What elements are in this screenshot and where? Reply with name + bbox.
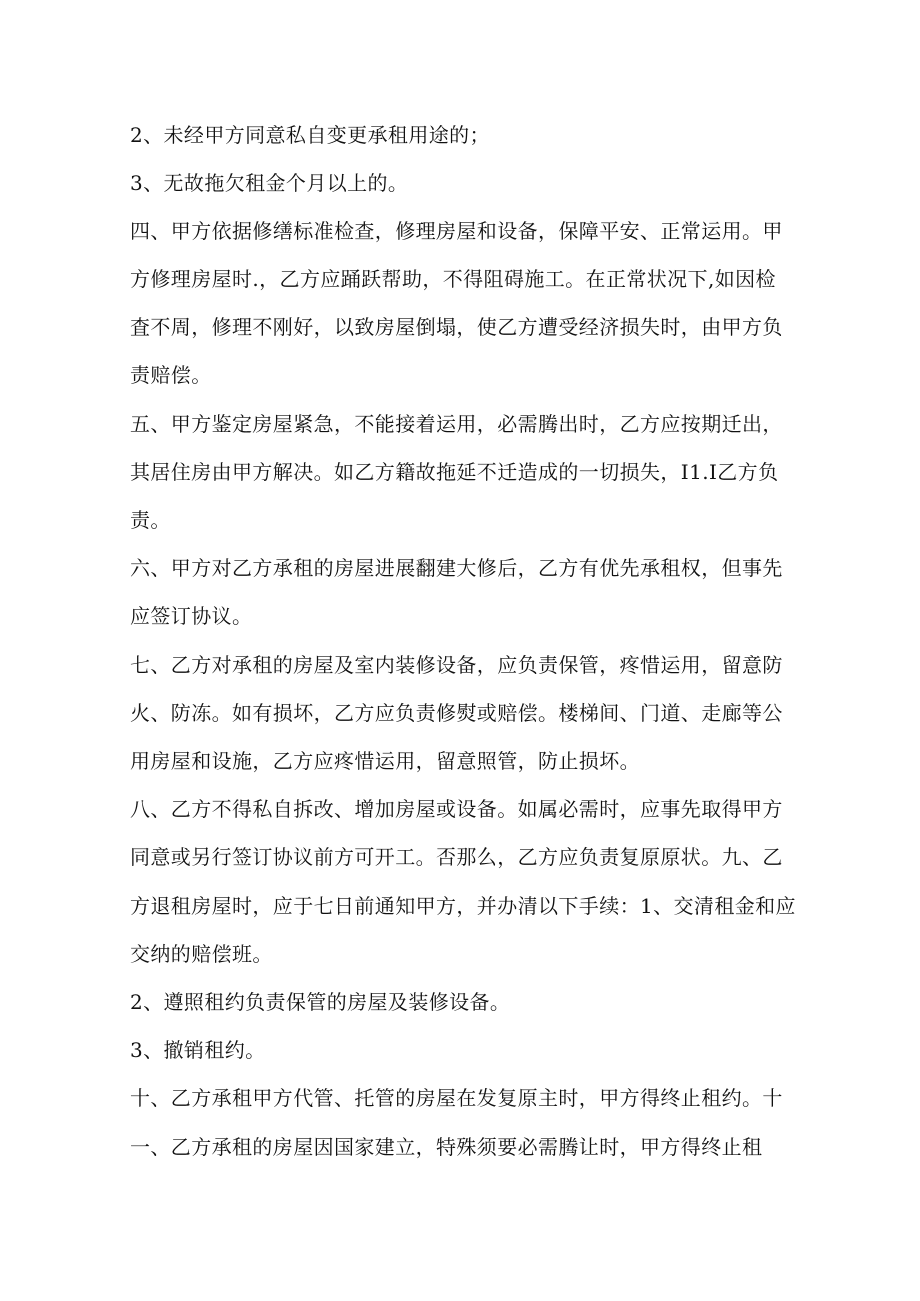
text-line: 其居住房由甲方解决。如乙方籍故拖延不迁造成的一切损失，I1.I乙方负 bbox=[130, 460, 779, 484]
text-line: 2、未经甲方同意私自变更承租用途的； bbox=[130, 123, 490, 147]
text-line: 八、乙方不得私自拆改、增加房屋或设备。如属必需时，应事先取得甲方 bbox=[130, 797, 783, 821]
text-line: 七、乙方对承租的房屋及室内装修设备，应负责保管，疼惜运用，留意防 bbox=[130, 653, 783, 677]
text-line: 2、遵照租约负责保管的房屋及装修设备。 bbox=[130, 990, 511, 1014]
text-line: 应签订协议。 bbox=[130, 604, 253, 628]
text-line: 火、防冻。如有损坏，乙方应负责修熨或赔偿。楼梯间、门道、走廊等公 bbox=[130, 701, 783, 725]
text-line: 十、乙方承租甲方代管、托管的房屋在发复原主时，甲方得终止租约。十 bbox=[130, 1086, 783, 1110]
text-line: 责赔偿。 bbox=[130, 363, 212, 387]
text-line: 用房屋和设施，乙方应疼惜运用，留意照管，防止损坏。 bbox=[130, 749, 640, 773]
text-line: 六、甲方对乙方承租的房屋进展翻建大修后，乙方有优先承租权，但事先 bbox=[130, 556, 783, 580]
text-line: 四、甲方依据修缮标准检查，修理房屋和设备，保障平安、正常运用。甲 bbox=[130, 219, 783, 243]
text-line: 方退租房屋时，应于七日前通知甲方，并办清以下手续：1、交清租金和应 bbox=[130, 894, 796, 918]
text-line: 责。 bbox=[130, 508, 171, 532]
text-line: 交纳的赔偿班。 bbox=[130, 942, 273, 966]
text-line: 五、甲方鉴定房屋紧急，不能接着运用，必需腾出时，乙方应按期迁出， bbox=[130, 412, 783, 436]
text-line: 3、撤销租约。 bbox=[130, 1038, 266, 1062]
text-line: 方修理房屋时.，乙方应踊跃帮助，不得阻碍施工。在正常状况下,如因检 bbox=[130, 267, 776, 291]
text-line: 査不周，修理不刚好，以致房屋倒塌，使乙方遭受经济损失时，由甲方负 bbox=[130, 315, 783, 339]
text-line: 一、乙方承租的房屋因国家建立，特殊须要必需腾让时，甲方得终止租 bbox=[130, 1135, 763, 1159]
text-line: 3、无故拖欠租金个月以上的。 bbox=[130, 171, 409, 195]
text-line: 同意或另行签订协议前方可开工。否那么，乙方应负责复原原状。九、乙 bbox=[130, 845, 783, 869]
